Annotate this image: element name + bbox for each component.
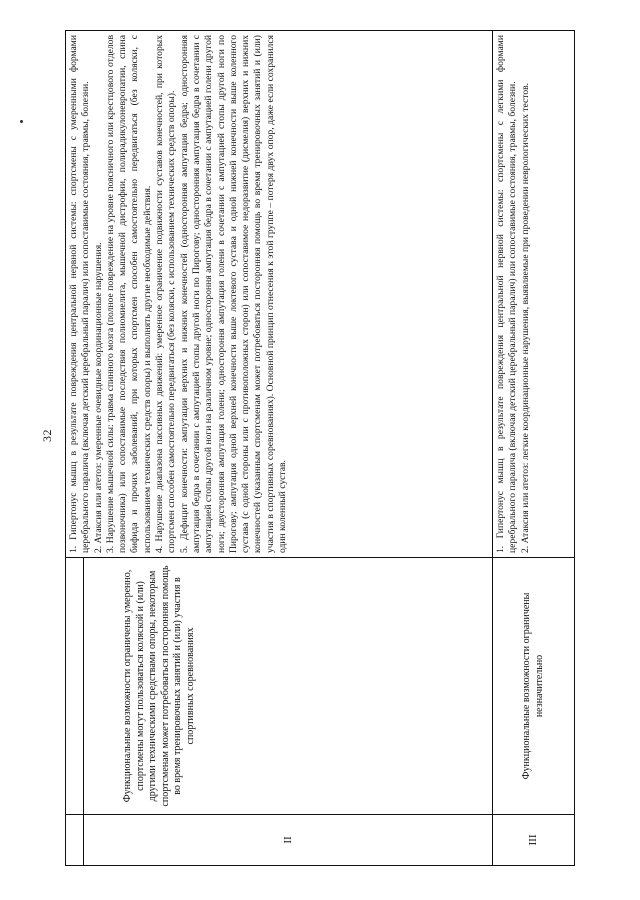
functional-description-cell <box>66 558 84 815</box>
functional-description-cell: Функциональные возможности ограничены умеренно, спортсмены могут пользоваться коляской и (или) другими техническими средствами опоры, некоторым спортсменам может потребоваться посторонняя помощь во время тренировочных занятий и (или) участия в спортивных соревнованиях <box>84 558 493 815</box>
scan-artifact-dot <box>20 120 23 123</box>
criteria-item: 2. Атаксия или атетоз: умеренные очевидные координационные нарушения. <box>92 242 104 553</box>
table-row <box>66 31 84 866</box>
class-cell: III <box>493 815 575 866</box>
criteria-item: 2. Атаксия или атетоз: легкие координационные нарушения, выявляемые при проведении неврологических тестов. <box>519 82 531 553</box>
criteria-item: 1. Гипертонус мышц в результате повреждения центральной нервной системы: спортсмены с легкими формами церебрального паралича (включая детский церебральный паралич) или сопоставимые состояния, травмы, болезни. <box>495 35 519 553</box>
class-cell <box>66 815 84 866</box>
criteria-cell <box>66 31 493 558</box>
criteria-item: 5. Дефицит конечности: ампутации верхних и нижних конечностей (односторонняя ампутация бедра; односторонняя ампутация бедра в сочетании с ампутацией стопы другой ноги по Пирогову; односторонняя ампутация бедра в сочетании с ампутацией стопы другой ноги на различном уровне; одностороння ампутация бедра в сочетании с ампутацией голени другой ноги; двусторонняя ампутация голени; одностороння ампутация голени в сочетании с ампутацией стопы другой ноги по Пирогову; ампутация одной верхней конечности выше локтевого сустава и одной нижней конечности выше коленного сустава (с одной стороны или с противоположных сторон) или сопоставимое недоразвитие (дисмелия) верхних и нижних конечностей (указанным спортсменам может потребоваться посторонняя помощь во время тренировочных занятий и (или) участия в спортивных соревнованиях). Основной принцип отнесения к этой группе – потеря двух опор, даже если сохранился один коленный сустав. <box>178 34 289 553</box>
criteria-item: 1. Гипертонус мышц в результате повреждения центральной нервной системы: спортсмены с умеренными формами церебрального паралича (включая детский церебральный паралич) или сопоставимые состояния, травмы, болезни. <box>68 35 92 553</box>
functional-description-cell: Функциональные возможности ограничены незначительно <box>493 558 575 815</box>
criteria-cell <box>493 31 575 558</box>
criteria-item: 4. Нарушение диапазона пассивных движений: умеренное ограничение подвижности суставов конечностей, при которых спортсмен способен самостоятельно передвигаться (без коляски, с использованием технических средств опоры). <box>154 35 178 553</box>
table-row <box>493 31 575 866</box>
rotated-table-container <box>65 30 575 866</box>
criteria-item: 3. Нарушение мышечной силы: травма спинного мозга (полное повреждение на уровне поясничного или крестцового отделов позвоночника) или сопоставимые последствия полиомиелита, мышечной дистрофии, полирадикулоневропатии, спина бифида и прочих заболеваний, при которых спортсмен способен самостоятельно передвигаться (без коляски, с использованием технических средств опоры) и выполнять другие необходимые действия. <box>104 35 153 553</box>
page-number: 32 <box>40 429 54 442</box>
classification-table <box>65 30 575 866</box>
class-cell: II <box>84 815 493 866</box>
